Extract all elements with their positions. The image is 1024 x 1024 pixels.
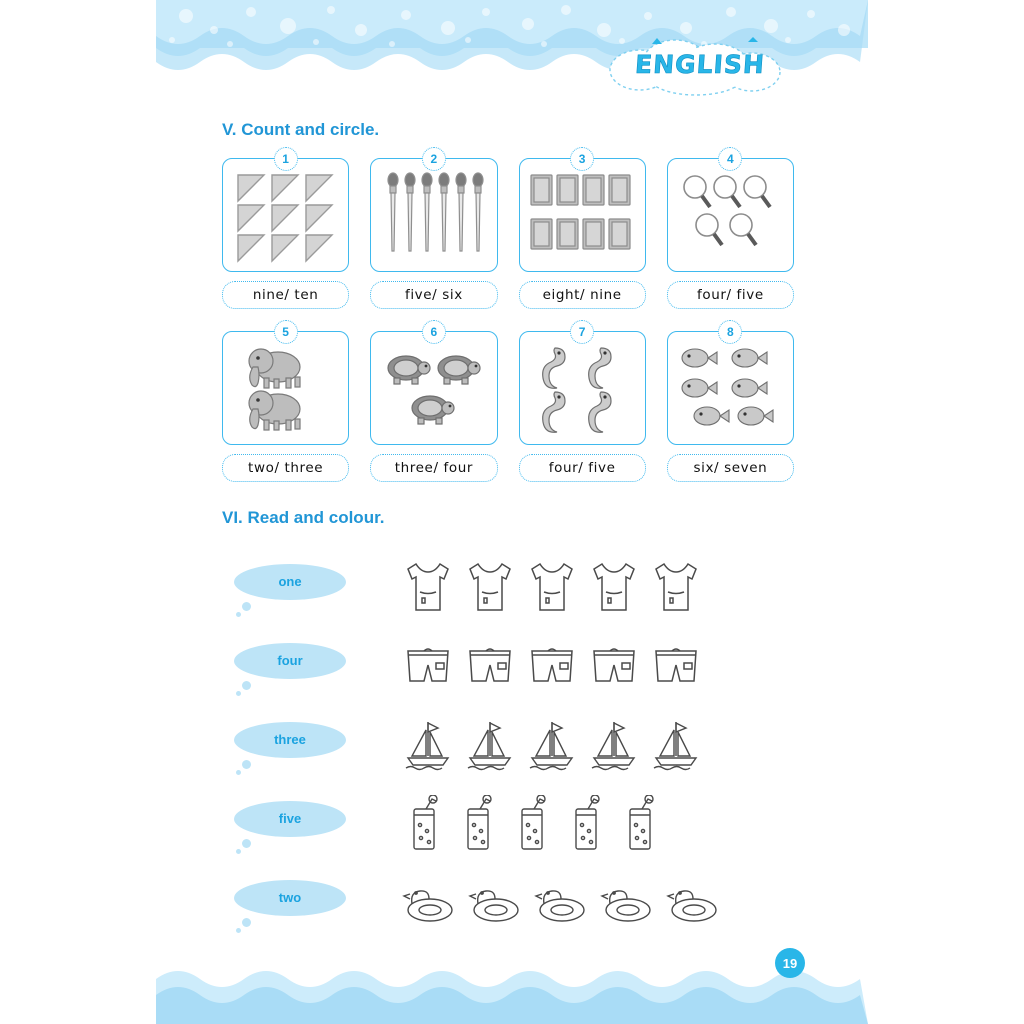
item-number-badge: 8 bbox=[718, 320, 742, 344]
bubble-dot-small bbox=[236, 612, 241, 617]
count-item-4[interactable] bbox=[667, 148, 794, 309]
bubble-dot-small bbox=[236, 928, 241, 933]
shorts-icon bbox=[402, 643, 454, 691]
duck-float-icon bbox=[666, 882, 722, 926]
answer-options[interactable]: four/ five bbox=[667, 281, 794, 309]
sailboat-icon bbox=[650, 718, 702, 774]
icon-strip-tank-tops bbox=[402, 558, 702, 618]
word-bubble[interactable]: two bbox=[234, 880, 346, 916]
sailboat-icon bbox=[402, 718, 454, 774]
picture-box bbox=[519, 158, 646, 272]
answer-options[interactable]: four/ five bbox=[519, 454, 646, 482]
tank-top-icon bbox=[588, 558, 640, 618]
word-bubble-wrap bbox=[222, 874, 402, 934]
sailboat-icon bbox=[588, 718, 640, 774]
sailboat-icon bbox=[526, 718, 578, 774]
colour-row-five bbox=[222, 785, 794, 864]
section-v-heading: V. Count and circle. bbox=[222, 120, 380, 139]
logo-text: ENGLISH bbox=[634, 50, 766, 79]
word-bubble[interactable]: one bbox=[234, 564, 346, 600]
colour-row-one bbox=[222, 548, 794, 627]
count-item-2[interactable] bbox=[370, 148, 497, 309]
english-logo bbox=[600, 36, 800, 98]
icon-strip-juice-glasses bbox=[402, 795, 662, 855]
count-and-circle-grid bbox=[222, 148, 794, 494]
word-bubble-wrap bbox=[222, 716, 402, 776]
answer-options[interactable]: five/ six bbox=[370, 281, 497, 309]
bubble-dot-large bbox=[242, 839, 251, 848]
shorts-icon bbox=[650, 643, 702, 691]
word-bubble[interactable]: three bbox=[234, 722, 346, 758]
bubble-dot-large bbox=[242, 681, 251, 690]
colour-row-two bbox=[222, 864, 794, 943]
section-vi-heading: VI. Read and colour. bbox=[222, 508, 385, 527]
count-item-3[interactable] bbox=[519, 148, 646, 309]
colour-row-three bbox=[222, 706, 794, 785]
answer-options[interactable]: six/ seven bbox=[667, 454, 794, 482]
juice-glass-icon bbox=[618, 795, 662, 855]
count-item-1[interactable] bbox=[222, 148, 349, 309]
shorts-icon bbox=[464, 643, 516, 691]
juice-glass-icon bbox=[456, 795, 500, 855]
sailboat-icon bbox=[464, 718, 516, 774]
bubble-dot-large bbox=[242, 760, 251, 769]
duck-float-icon bbox=[402, 882, 458, 926]
page-number-badge: 19 bbox=[775, 948, 805, 978]
picture-box bbox=[667, 158, 794, 272]
shorts-icon bbox=[526, 643, 578, 691]
count-item-6[interactable] bbox=[370, 321, 497, 482]
colour-row-four bbox=[222, 627, 794, 706]
item-number-badge: 4 bbox=[718, 147, 742, 171]
bubble-dot-large bbox=[242, 602, 251, 611]
shorts-icon bbox=[588, 643, 640, 691]
item-number-badge: 5 bbox=[274, 320, 298, 344]
picture-box bbox=[667, 331, 794, 445]
duck-float-icon bbox=[600, 882, 656, 926]
word-bubble-wrap bbox=[222, 558, 402, 618]
bubble-dot-small bbox=[236, 691, 241, 696]
juice-glass-icon bbox=[564, 795, 608, 855]
item-number-badge: 7 bbox=[570, 320, 594, 344]
answer-options[interactable]: eight/ nine bbox=[519, 281, 646, 309]
icon-strip-shorts bbox=[402, 643, 702, 691]
picture-box bbox=[222, 158, 349, 272]
count-row bbox=[222, 148, 794, 309]
item-number-badge: 3 bbox=[570, 147, 594, 171]
word-bubble-wrap bbox=[222, 637, 402, 697]
picture-box bbox=[222, 331, 349, 445]
bubble-dot-large bbox=[242, 918, 251, 927]
bubble-dot-small bbox=[236, 770, 241, 775]
item-number-badge: 2 bbox=[422, 147, 446, 171]
count-row bbox=[222, 321, 794, 482]
duck-float-icon bbox=[534, 882, 590, 926]
picture-box bbox=[370, 331, 497, 445]
answer-options[interactable]: two/ three bbox=[222, 454, 349, 482]
count-item-8[interactable] bbox=[667, 321, 794, 482]
word-bubble-wrap bbox=[222, 795, 402, 855]
picture-box bbox=[370, 158, 497, 272]
tank-top-icon bbox=[650, 558, 702, 618]
juice-glass-icon bbox=[402, 795, 446, 855]
count-item-5[interactable] bbox=[222, 321, 349, 482]
duck-float-icon bbox=[468, 882, 524, 926]
bottom-wave-banner bbox=[156, 949, 868, 1024]
item-number-badge: 6 bbox=[422, 320, 446, 344]
read-and-colour-list bbox=[222, 548, 794, 943]
answer-options[interactable]: nine/ ten bbox=[222, 281, 349, 309]
juice-glass-icon bbox=[510, 795, 554, 855]
item-number-badge: 1 bbox=[274, 147, 298, 171]
count-item-7[interactable] bbox=[519, 321, 646, 482]
word-bubble[interactable]: four bbox=[234, 643, 346, 679]
tank-top-icon bbox=[464, 558, 516, 618]
answer-options[interactable]: three/ four bbox=[370, 454, 497, 482]
icon-strip-duck-floats bbox=[402, 882, 722, 926]
word-bubble[interactable]: five bbox=[234, 801, 346, 837]
icon-strip-sailboats bbox=[402, 718, 702, 774]
picture-box bbox=[519, 331, 646, 445]
tank-top-icon bbox=[526, 558, 578, 618]
tank-top-icon bbox=[402, 558, 454, 618]
bubble-dot-small bbox=[236, 849, 241, 854]
